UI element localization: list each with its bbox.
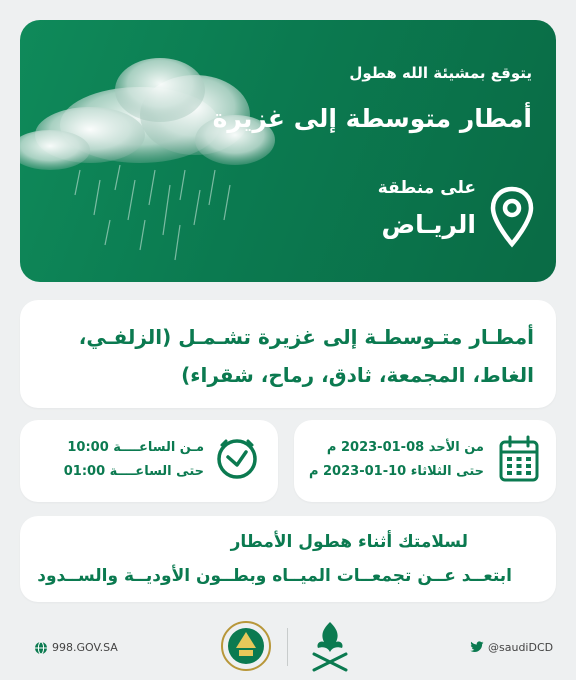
- footer: [0, 612, 576, 680]
- globe-icon: [34, 641, 48, 655]
- civil-defense-emblem: [220, 618, 272, 674]
- date-card: [294, 420, 556, 502]
- website-link[interactable]: 998.GOV.SA: [52, 641, 118, 654]
- time-to: حتى الساعــــة 01:00: [63, 464, 204, 479]
- time-from: مـن الساعــــة 10:00: [67, 440, 204, 455]
- twitter-icon: [470, 641, 484, 653]
- time-card: [20, 420, 278, 502]
- hero-title: أمطار متوسطة إلى غزيرة: [212, 104, 532, 133]
- cloud-rain-icon: [20, 20, 320, 282]
- date-from: من الأحد 08-01-2023 م: [326, 440, 484, 455]
- safety-title: لسلامتك أثناء هطول الأمطار: [230, 532, 468, 552]
- hero-banner: [20, 20, 556, 282]
- affected-areas-card: [20, 300, 556, 408]
- affected-areas-text: أمطـار متـوسطـة إلى غزيرة تشـمـل (الزلفـي، الغاط، المجمعة، ثادق، رماح، شقراء): [78, 325, 534, 387]
- region-name: الريـاض: [381, 210, 476, 239]
- footer-divider: [287, 628, 288, 666]
- date-to: حتى الثلاثاء 10-01-2023 م: [308, 464, 484, 479]
- saudi-emblem: [306, 618, 354, 676]
- region-label: على منطقة: [377, 178, 476, 198]
- safety-text: ابتعــد عــن تجمعــات الميــاه وبطــون الأوديــة والســدود: [37, 566, 512, 586]
- clock-icon: [214, 436, 260, 482]
- calendar-icon: [498, 434, 540, 484]
- hero-subtitle: يتوقع بمشيئة الله هطول: [349, 64, 532, 82]
- location-pin-icon: [490, 186, 534, 248]
- safety-card: [20, 516, 556, 602]
- twitter-handle-link[interactable]: @saudiDCD: [488, 641, 554, 654]
